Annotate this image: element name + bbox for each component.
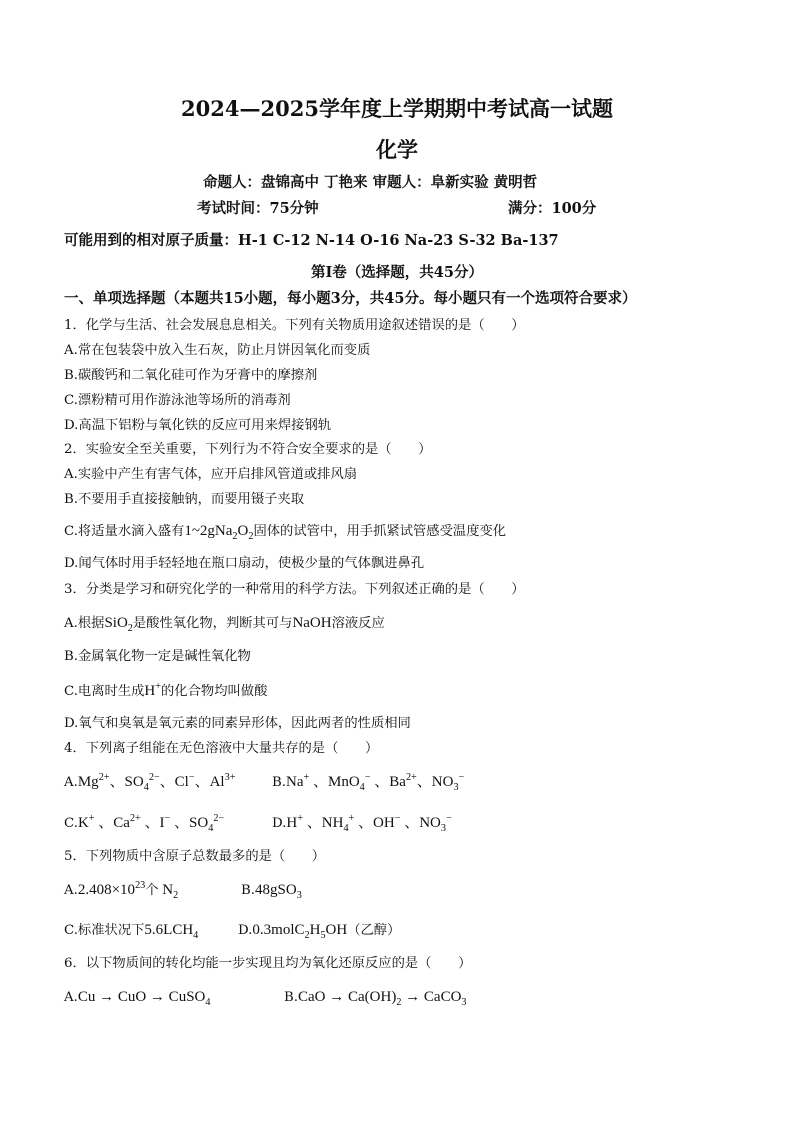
ions-d: H+ 、$NH_4^+$ 、OH− 、$NO_3^-$ [286, 813, 452, 834]
question-3-option-b: B.金属氧化物一定是碱性氧化物 [64, 649, 251, 664]
quantity-a: $2.408\times 10^{23}$ [77, 880, 146, 898]
atomic-masses: 可能用到的相对原子质量：H-1 C-12 N-14 O-16 Na-23 S-32 Ba-137 [64, 232, 559, 249]
exam-title: 2024—2025学年度上学期期中考试高一试题 [181, 96, 613, 121]
formula-na2o2: $1\sim 2gNa_2O_2$ [184, 523, 254, 542]
authors-line: 命题人：盘锦高中 丁艳来 审题人：阜新实验 黄明哲 [203, 174, 538, 191]
quantity-c: $5.6LCH_4$ [144, 922, 199, 941]
question-5-option-c: C.标准状况下$5.6LCH_4$ [64, 922, 199, 941]
formula-naoh: NaOH [292, 615, 332, 631]
question-4-option-d: D.H+ 、$NH_4^+$ 、OH− 、$NO_3^-$ [272, 813, 452, 834]
exam-time: 考试时间：75分钟 [197, 200, 319, 217]
question-6-option-b: $B.CaO \to Ca(OH)_2$ → CaCO$_3$ [284, 989, 467, 1008]
formula-h-plus: H+ [144, 681, 162, 699]
question-1-option-c: C.漂粉精可用作游泳池等场所的消毒剂 [64, 393, 291, 408]
question-1-stem: 1．化学与生活、社会发展息息相关。下列有关物质用途叙述错误的是（ ） [64, 318, 525, 333]
question-1-option-d: D.高温下铝粉与氧化铁的反应可用来焊接钢轨 [64, 418, 332, 433]
part1-heading: 第Ⅰ卷（选择题，共45分） [311, 264, 483, 281]
subject-title: 化学 [376, 137, 418, 162]
question-2-option-c: C.将适量水滴入盛有$1\sim 2gNa_2O_2$固体的试管中，用手抓紧试管感受温度变化 [64, 523, 507, 542]
question-5-stem: 5．下列物质中含原子总数最多的是（ ） [64, 849, 326, 864]
ions-a: $Mg^{2+}$、$SO_4^{2-}$、Cl−、$Al^{3+}$ [77, 772, 236, 793]
question-4-stem: 4．下列离子组能在无色溶液中大量共存的是（ ） [64, 741, 379, 756]
quantity-d: $0.3molC_2H_5OH$ [252, 922, 348, 941]
question-1-option-a: A.常在包装袋中放入生石灰，防止月饼因氧化而变质 [64, 343, 371, 358]
question-4-option-a: $A.Mg^{2+}$、$SO_4^{2-}$、Cl−、$Al^{3+}$ [64, 772, 236, 793]
full-score: 满分：100分 [508, 200, 597, 217]
conversion-a: Cu → CuO → CuSO$_4$ [77, 989, 211, 1008]
question-6-option-a: A.Cu → CuO → CuSO$_4$ [64, 989, 211, 1008]
question-2-stem: 2．实验安全至关重要，下列行为不符合安全要求的是（ ） [64, 442, 432, 457]
ions-b: Na+ 、MnO$_4$− 、$Ba^{2+}$、$NO_3^-$ [286, 772, 465, 793]
formula-sio2: SiO$_2$ [104, 615, 133, 634]
conversion-b: CaO → $Ca(OH)_2$ → CaCO$_3$ [298, 989, 467, 1008]
question-5-option-d: $D.0.3molC_2H_5OH$（乙醇） [238, 922, 401, 941]
question-6-stem: 6．以下物质间的转化均能一步实现且均为氧化还原反应的是（ ） [64, 956, 472, 971]
question-2-option-d: D.闻气体时用手轻轻地在瓶口扇动，使极少量的气体飘进鼻孔 [64, 556, 425, 571]
question-5-option-b: B.48gSO$_3$ [241, 882, 302, 901]
quantity-b: 48gSO$_3$ [255, 882, 302, 901]
question-3-option-d: D.氧气和臭氧是氧元素的同素异形体，因此两者的性质相同 [64, 716, 411, 731]
ions-c: K+ 、$Ca^{2+}$ 、I− 、$SO_4^{2-}$ [77, 813, 225, 834]
question-2-option-b: B.不要用手直接接触钠，而要用镊子夹取 [64, 492, 305, 507]
question-3-option-c: C.电离时生成H+的化合物均叫做酸 [64, 681, 268, 699]
question-2-option-a: A.实验中产生有害气体，应开启排风管道或排风扇 [64, 467, 358, 482]
question-1-option-b: B.碳酸钙和二氧化硅可作为牙膏中的摩擦剂 [64, 368, 318, 383]
question-3-stem: 3．分类是学习和研究化学的一种常用的科学方法。下列叙述正确的是（ ） [64, 582, 525, 597]
question-3-option-a: A.根据SiO$_2$是酸性氧化物，判断其可与NaOH溶液反应 [64, 615, 385, 634]
formula-n2: $N_2$ [158, 882, 179, 901]
question-4-option-b: B.Na+ 、MnO$_4$− 、$Ba^{2+}$、$NO_3^-$ [272, 772, 465, 793]
section-title: 一、单项选择题（本题共15小题，每小题3分，共45分。每小题只有一个选项符合要求） [64, 290, 637, 307]
question-4-option-c: C.K+ 、$Ca^{2+}$ 、I− 、$SO_4^{2-}$ [64, 813, 225, 834]
question-5-option-a: $A.2.408\times 10^{23}$个 $N_2$ [64, 880, 179, 901]
